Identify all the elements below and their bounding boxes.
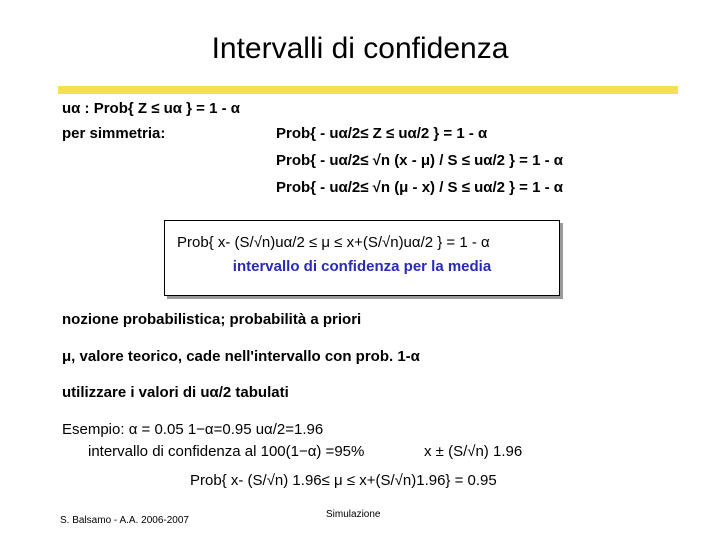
- note-probabilistic: nozione probabilistica; probabilità a priori: [62, 311, 362, 328]
- interval-formula: Prob{ x- (S/√n)uα/2 ≤ μ ≤ x+(S/√n)uα/2 } = 1 - α: [177, 234, 490, 251]
- title-divider: [58, 86, 678, 94]
- symmetry-label: per simmetria:: [62, 125, 166, 142]
- example-interval: x ± (S/√n) 1.96: [424, 443, 523, 460]
- symmetry-equation-1: Prob{ - uα/2≤ Z ≤ uα/2 } = 1 - α: [276, 125, 488, 142]
- note-theoretical-value: μ, valore teorico, cade nell'intervallo con prob. 1-α: [62, 348, 420, 365]
- example-probability: Prob{ x- (S/√n) 1.96≤ μ ≤ x+(S/√n)1.96} = 0.95: [190, 472, 497, 489]
- example-confidence-level: intervallo di confidenza al 100(1−α) =95%: [88, 443, 365, 460]
- symmetry-equation-3: Prob{ - uα/2≤ √n (μ - x) / S ≤ uα/2 } = 1 - α: [276, 179, 563, 196]
- symmetry-equation-2: Prob{ - uα/2≤ √n (x - μ) / S ≤ uα/2 } = 1 - α: [276, 152, 563, 169]
- slide-title: Intervalli di confidenza: [211, 32, 509, 65]
- footer-course: Simulazione: [326, 509, 381, 520]
- note-tabulated-values: utilizzare i valori di uα/2 tabulati: [62, 384, 289, 401]
- example-values: Esempio: α = 0.05 1−α=0.95 uα/2=1.96: [62, 421, 324, 438]
- interval-caption: intervallo di confidenza per la media: [232, 258, 492, 275]
- definition-line: uα : Prob{ Z ≤ uα } = 1 - α: [62, 100, 240, 117]
- footer-author: S. Balsamo - A.A. 2006-2007: [60, 515, 189, 526]
